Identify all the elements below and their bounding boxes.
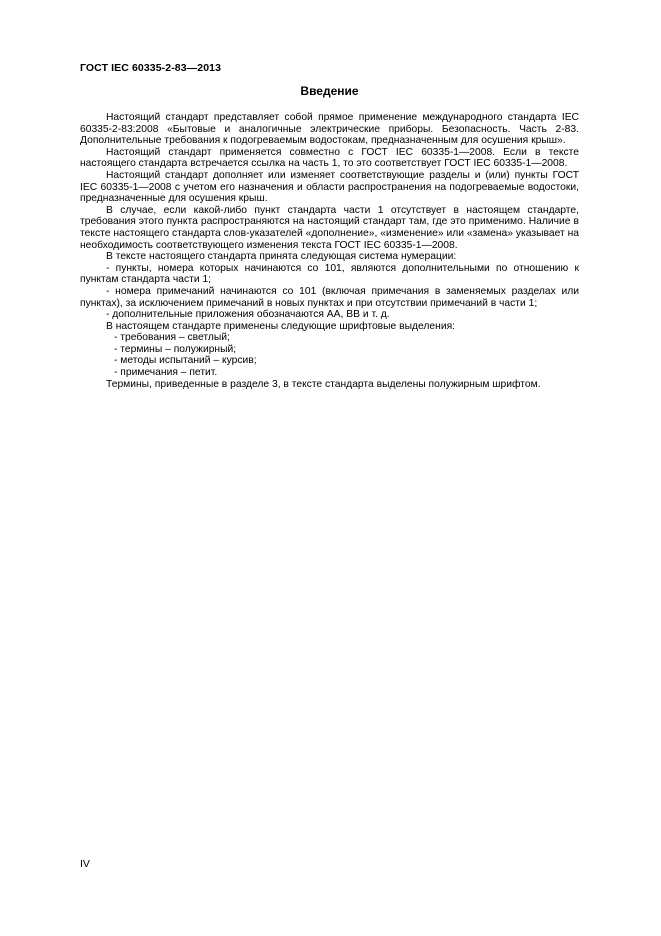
page-number: IV: [80, 858, 90, 870]
paragraph-intro: Настоящий стандарт представляет собой прямое применение международного стандарта IEC 60335-2-83:2008 «Бытовые и аналогичные электрические приборы. Безопасность. Часть 2-83. Дополнительные требования к подогреваемым водостокам, предназначенным для осушения крыш».: [80, 112, 579, 147]
page-title: Введение: [300, 84, 359, 98]
font-list-item: - примечания – петит.: [114, 367, 218, 379]
numbering-item-notes: - номера примечаний начинаются со 101 (включая примечания в заменяемых разделах или пунктах), за исключением примечаний в новых пунктах и при отсутствии примечаний в части 1;: [80, 285, 579, 309]
paragraph-closing: Термины, приведенные в разделе 3, в тексте стандарта выделены полужирным шрифтом.: [106, 378, 541, 390]
paragraph-missing-clause: В случае, если какой-либо пункт стандарта части 1 отсутствует в настоящем стандарте, требования этого пункта распространяются на настоящий стандарт там, где это применимо. Наличие в тексте настоящего стандарта слов-указателей «дополнение», «изменение» или «замена» указывает на необходимость соответствующего изменения текста ГОСТ IEC 60335-1—2008.: [80, 204, 579, 251]
font-list-item: - требования – светлый;: [114, 332, 230, 344]
paragraph-usage: Настоящий стандарт применяется совместно с ГОСТ IEC 60335-1—2008. Если в тексте настоящего стандарта встречается ссылка на часть 1, то это соответствует ГОСТ IEC 60335-1—2008.: [80, 146, 579, 170]
paragraph-numbering: В тексте настоящего стандарта принята следующая система нумерации:: [106, 251, 457, 263]
paragraph-fonts: В настоящем стандарте применены следующие шрифтовые выделения:: [106, 320, 456, 332]
numbering-item-annexes: - дополнительные приложения обозначаются АА, ВВ и т. д.: [106, 309, 390, 321]
document-body: [80, 112, 579, 390]
font-list-item: - методы испытаний – курсив;: [114, 355, 257, 367]
paragraph-supplement: Настоящий стандарт дополняет или изменяет соответствующие разделы и (или) пункты ГОСТ IEC 60335-1—2008 с учетом его назначения и области распространения на подогреваемые водостоки, предназначенные для осушения крыш.: [80, 169, 579, 205]
font-list-item: - термины – полужирный;: [114, 343, 237, 355]
numbering-item-clauses: - пункты, номера которых начинаются со 101, являются дополнительными по отношению к пунктам стандарта части 1;: [80, 262, 579, 286]
document-header: ГОСТ IEC 60335-2-83—2013: [80, 62, 222, 74]
